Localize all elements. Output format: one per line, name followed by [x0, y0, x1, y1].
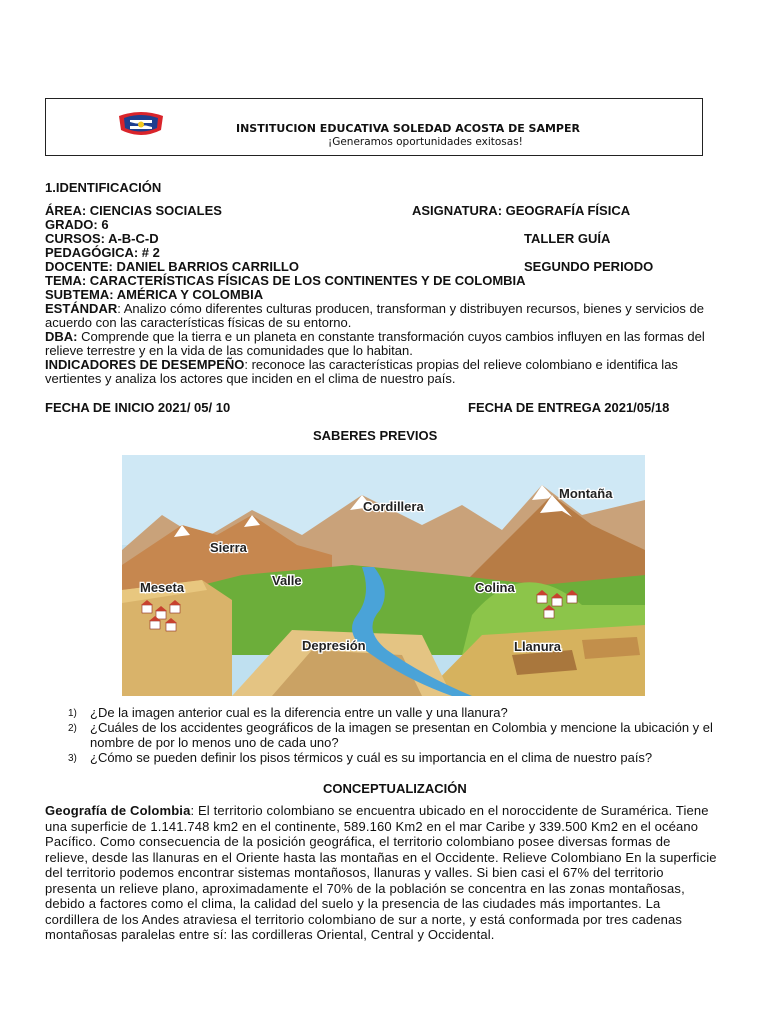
- questions-list: [68, 705, 718, 765]
- subtema-label: SUBTEMA: AMÉRICA Y COLOMBIA: [45, 287, 264, 302]
- dba-label: DBA:: [45, 329, 78, 344]
- question-text: ¿De la imagen anterior cual es la diferencia entre un valle y una llanura?: [90, 705, 508, 720]
- school-header: [45, 98, 703, 156]
- estandar-label: ESTÁNDAR: [45, 301, 118, 316]
- asignatura-label: ASIGNATURA: GEOGRAFÍA FÍSICA: [412, 203, 631, 218]
- estandar-paragraph: [45, 302, 717, 330]
- question-item: [68, 720, 718, 750]
- question-text: ¿Cómo se pueden definir los pisos térmicos y cuál es su importancia en el clima de nuestro país?: [90, 750, 653, 765]
- conceptualizacion-lead: Geografía de Colombia: [45, 803, 191, 818]
- cursos-label: CURSOS: A-B-C-D: [45, 231, 159, 246]
- conceptualizacion-paragraph: [45, 803, 717, 943]
- diagram-label-colina: Colina: [475, 580, 515, 595]
- pedagogica-label: PEDAGÓGICA: # 2: [45, 245, 160, 260]
- diagram-label-valle: Valle: [272, 573, 302, 588]
- question-item: [68, 750, 718, 765]
- area-label: ÁREA: CIENCIAS SOCIALES: [45, 203, 222, 218]
- diagram-label-meseta: Meseta: [140, 580, 185, 595]
- tema-label: TEMA: CARACTERÍSTICAS FÍSICAS DE LOS CONTINENTES Y DE COLOMBIA: [45, 273, 526, 288]
- question-text: ¿Cuáles de los accidentes geográficos de la imagen se presentan en Colombia y mencione la ubicación y el nombre de por lo menos uno de cada uno?: [90, 720, 713, 750]
- school-name: INSTITUCION EDUCATIVA SOLEDAD ACOSTA DE SAMPER: [236, 122, 580, 135]
- diagram-label-depresion: Depresión: [302, 638, 366, 653]
- question-item: [68, 705, 718, 720]
- question-number: 1): [68, 708, 77, 719]
- estandar-text: : Analizo cómo diferentes culturas producen, transforman y distribuyen recursos, bienes y servicios de acuerdo con las características físicas de su entorno.: [45, 301, 704, 330]
- diagram-label-montana: Montaña: [559, 486, 613, 501]
- diagram-label-llanura: Llanura: [514, 639, 561, 654]
- taller-label: TALLER GUÍA: [524, 231, 611, 246]
- question-number: 2): [68, 723, 77, 734]
- saberes-previos-title: SABERES PREVIOS: [313, 428, 438, 443]
- dba-paragraph: [45, 330, 717, 358]
- indicadores-text: : reconoce las características propias del relieve colombiano e identifica las vertientes y analiza los actores que inciden en el clima de nuestro país.: [45, 357, 678, 386]
- fecha-inicio: FECHA DE INICIO 2021/ 05/ 10: [45, 400, 231, 415]
- school-logo: [116, 110, 166, 138]
- periodo-label: SEGUNDO PERIODO: [524, 259, 654, 274]
- section-title-identificacion: 1.IDENTIFICACIÓN: [45, 180, 162, 195]
- fecha-entrega: FECHA DE ENTREGA 2021/05/18: [468, 400, 670, 415]
- relief-landscape-diagram: [122, 455, 645, 696]
- dba-text: Comprende que la tierra e un planeta en constante transformación cuyos cambios influyen en las formas del relieve terrestre y en la vida de las comunidades que lo habitan.: [45, 329, 705, 358]
- grado-label: GRADO: 6: [45, 217, 109, 232]
- question-number: 3): [68, 753, 77, 764]
- indicadores-label: INDICADORES DE DESEMPEÑO: [45, 357, 245, 372]
- conceptualizacion-text: : El territorio colombiano se encuentra ubicado en el noroccidente de Suramérica. Tiene una superficie de 1.141.748 km2 en el continente, 589.160 Km2 en el mar Caribe y 339.500 Km2 en el océano Pacífico. Como consecuencia de la posición geográfica, el territorio colombiano posee diversas formas de relieve, desde las llanuras en el Oriente hasta las montañas en el Occidente. Relieve Colombiano En la superficie del territorio podemos encontrar sistemas montañosos, llanuras y valles. Si bien casi el 67% del territorio presenta un relieve plano, aproximadamente el 70% de la población se concentra en las zonas montañosas, debido a factores como el clima, la calidad del suelo y la presencia de las ciudades más importantes. La cordillera de los Andes atraviesa el territorio colombiano de sur a norte, y está conformada por tres cadenas montañosas paralelas entre sí: las cordilleras Oriental, Central y Occidental.: [45, 803, 717, 942]
- diagram-label-cordillera: Cordillera: [363, 499, 424, 514]
- conceptualizacion-title: CONCEPTUALIZACIÓN: [323, 781, 467, 796]
- school-motto: ¡Generamos oportunidades exitosas!: [328, 136, 523, 148]
- diagram-label-sierra: Sierra: [210, 540, 247, 555]
- docente-label: DOCENTE: DANIEL BARRIOS CARRILLO: [45, 259, 299, 274]
- indicadores-paragraph: [45, 358, 717, 386]
